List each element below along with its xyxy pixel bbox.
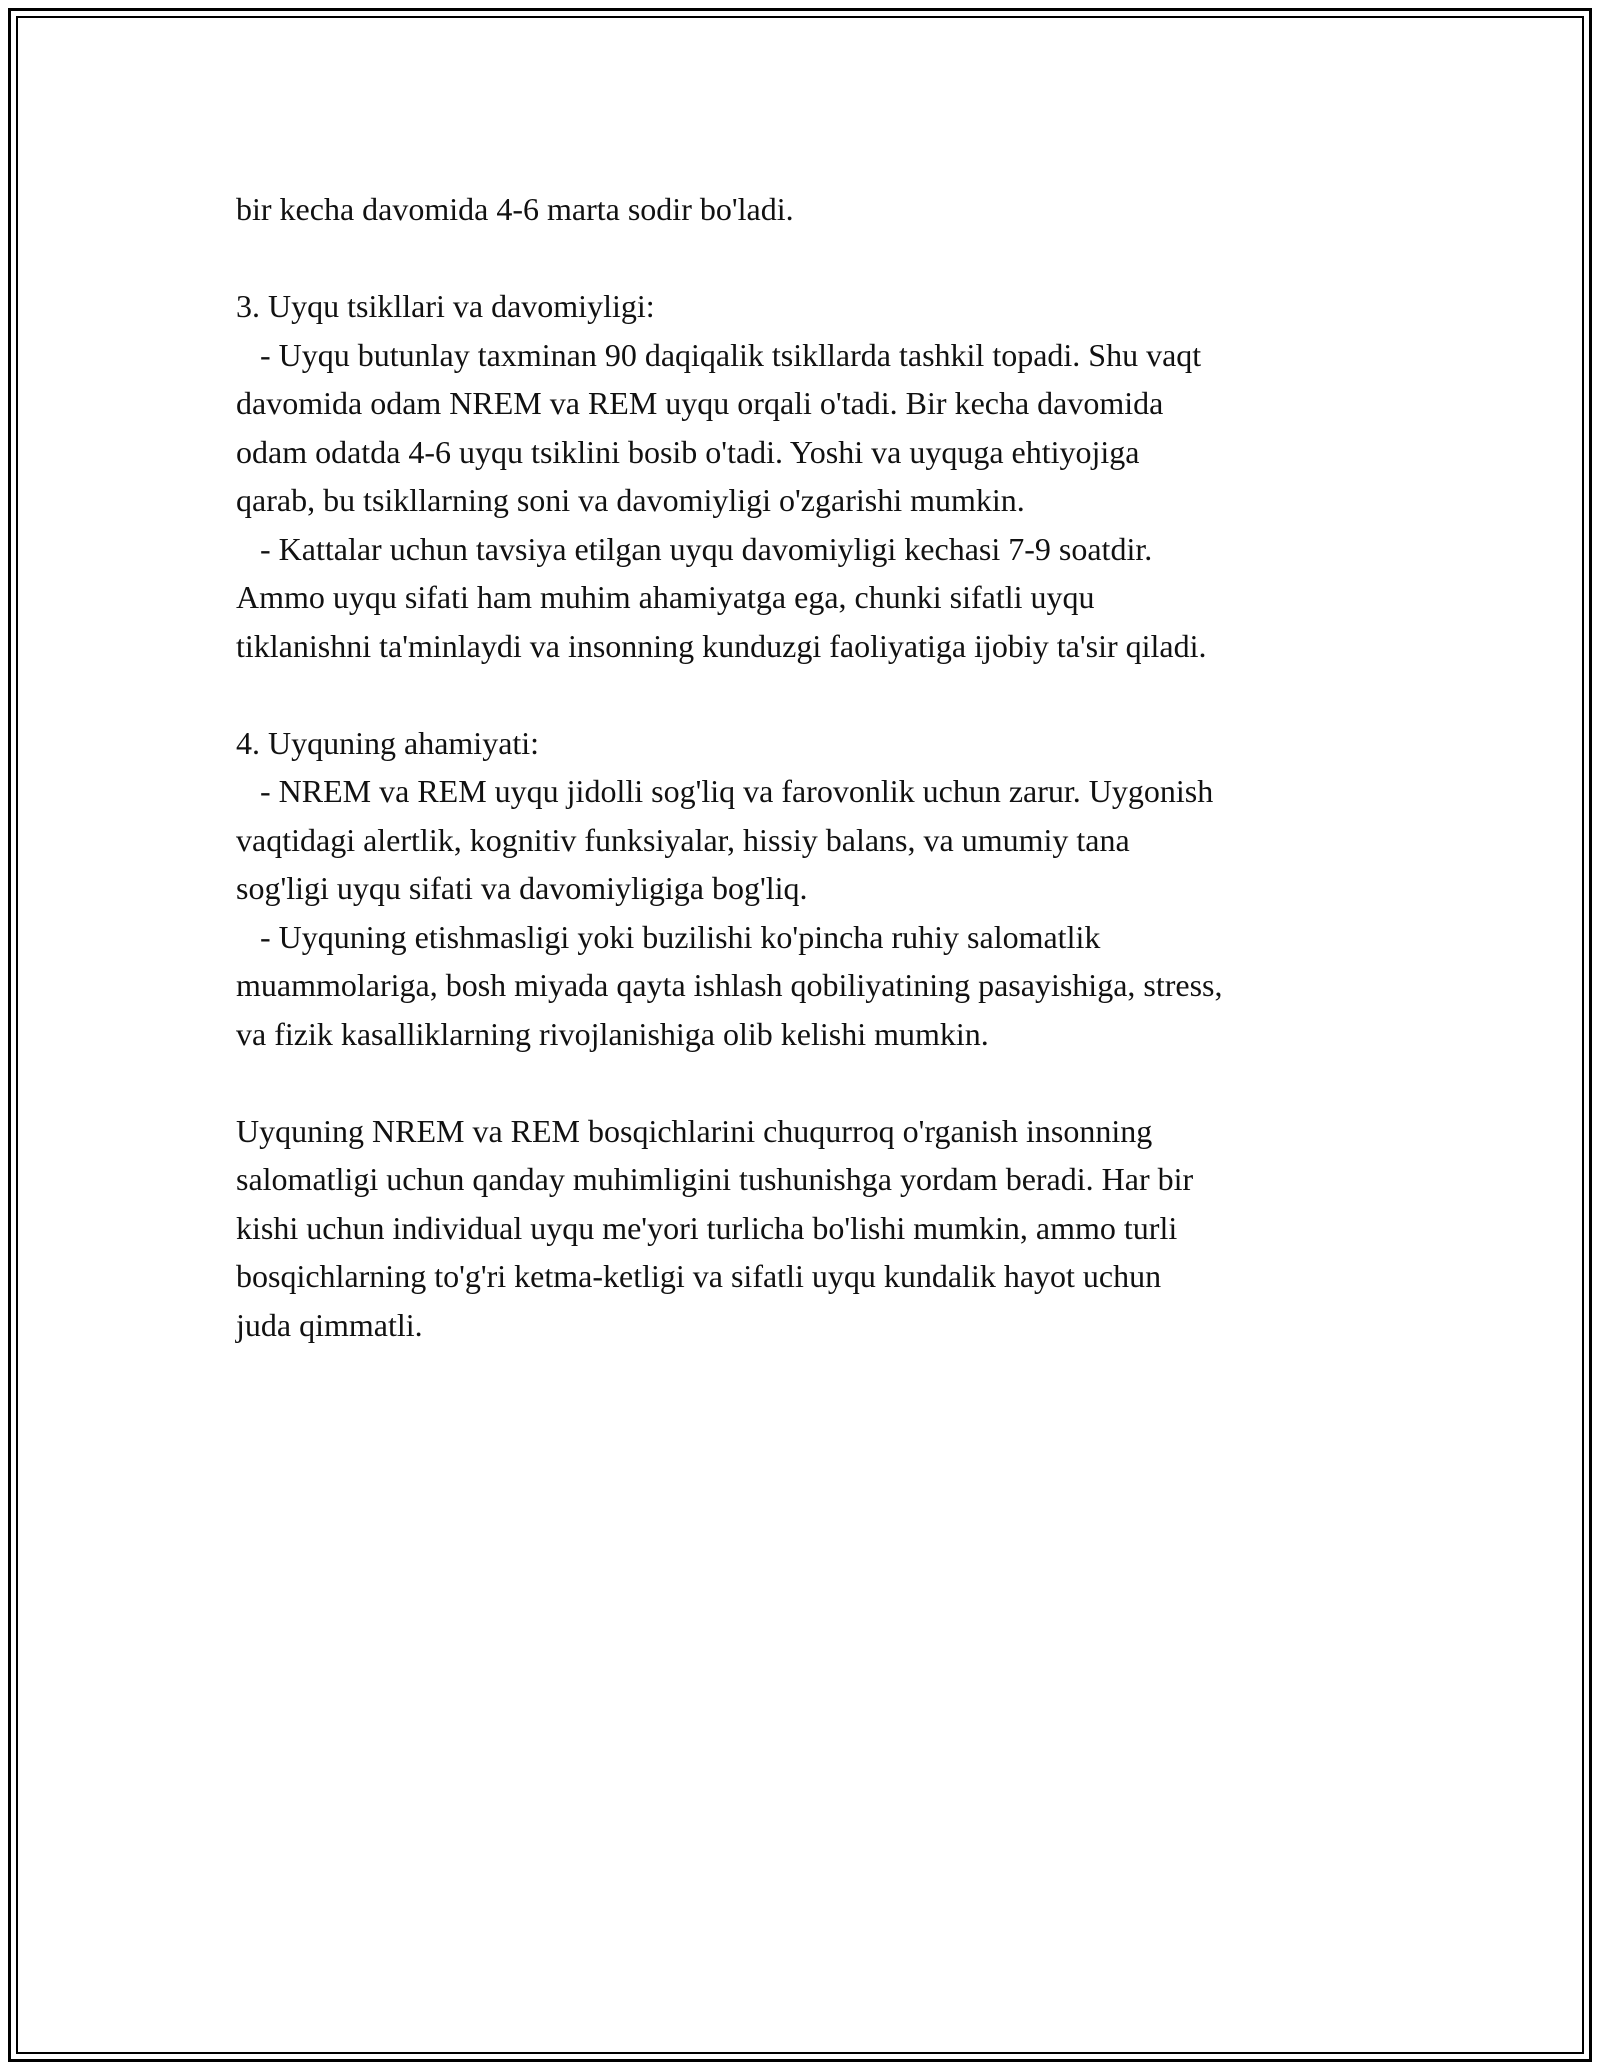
section-3-para-2-line: - Kattalar uchun tavsiya etilgan uyqu davomiyligi kechasi 7-9 soatdir. xyxy=(236,530,1153,567)
conclusion-line: salomatligi uchun qanday muhimligini tushunishga yordam beradi. Har bir xyxy=(236,1161,1194,1197)
section-3-para-1-line: odam odatda 4-6 uyqu tsiklini bosib o'tadi. Yoshi va uyquga ehtiyojiga xyxy=(236,433,1140,470)
section-4-para-1-line: sog'ligi uyqu sifati va davomiyligiga bog'liq. xyxy=(236,870,808,906)
section-4-para-2-line: muammolariga, bosh miyada qayta ishlash qobiliyatining pasayishiga, stress, xyxy=(236,967,1223,1003)
conclusion-line: kishi uchun individual uyqu me'yori turlicha bo'lishi mumkin, ammo turli xyxy=(236,1209,1178,1246)
section-4-para-2-line: - Uyquning etishmasligi yoki buzilishi ko'pincha ruhiy salomatlik xyxy=(236,918,1101,955)
blank-line xyxy=(236,1058,1366,1107)
section-4-para-1-line: - NREM va REM uyqu jidolli sog'liq va farovonlik uchun zarur. Uygonish xyxy=(236,773,1214,809)
conclusion-line: juda qimmatli. xyxy=(236,1306,423,1343)
document-body xyxy=(236,185,1366,1349)
section-3-para-1-line: davomida odam NREM va REM uyqu orqali o'tadi. Bir kecha davomida xyxy=(236,385,1164,421)
conclusion-line: Uyquning NREM va REM bosqichlarini chuqurroq o'rganish insonning xyxy=(236,1112,1153,1149)
section-4-heading: 4. Uyquning ahamiyati: xyxy=(236,724,540,761)
section-3-para-2-line: tiklanishni ta'minlaydi va insonning kunduzgi faoliyatiga ijobiy ta'sir qiladi. xyxy=(236,627,1207,664)
section-3-para-1-line: qarab, bu tsikllarning soni va davomiyligi o'zgarishi mumkin. xyxy=(236,482,1025,518)
section-3-para-2-line: Ammo uyqu sifati ham muhim ahamiyatga ega, chunki sifatli uyqu xyxy=(236,579,1095,615)
conclusion-line: bosqichlarning to'g'ri ketma-ketligi va sifatli uyqu kundalik hayot uchun xyxy=(236,1258,1162,1294)
section-4-para-1-line: vaqtidagi alertlik, kognitiv funksiyalar, hissiy balans, va umumiy tana xyxy=(236,821,1130,858)
section-3-para-1-line: - Uyqu butunlay taxminan 90 daqiqalik tsikllarda tashkil topadi. Shu vaqt xyxy=(236,336,1202,373)
blank-line xyxy=(236,670,1366,719)
intro-line: bir kecha davomida 4-6 marta sodir bo'ladi. xyxy=(236,191,794,227)
section-4-para-2-line: va fizik kasalliklarning rivojlanishiga olib kelishi mumkin. xyxy=(236,1015,989,1052)
section-3-heading: 3. Uyqu tsikllari va davomiyligi: xyxy=(236,288,655,324)
blank-line xyxy=(236,234,1366,283)
